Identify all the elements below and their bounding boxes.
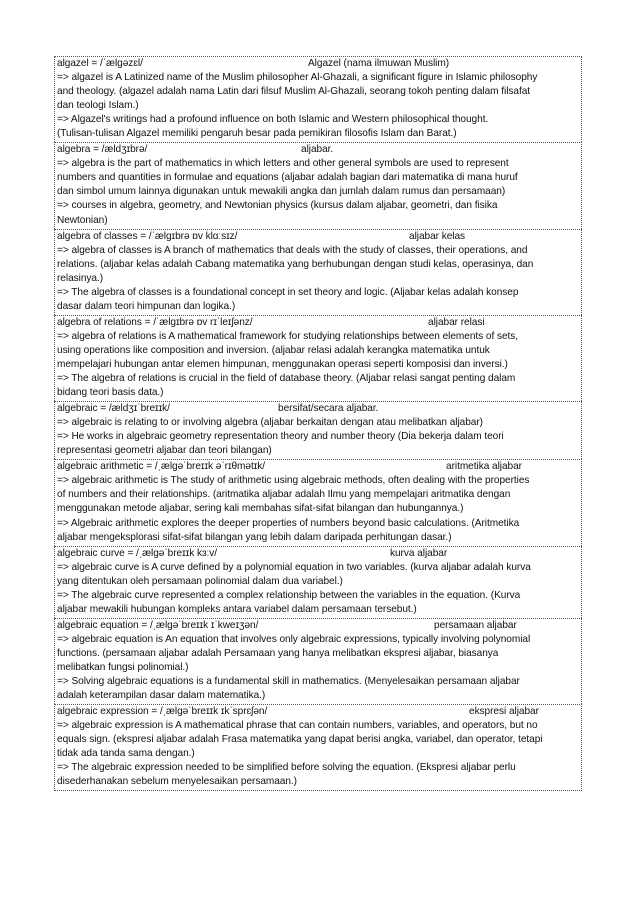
example-line: => The algebraic curve represented a complex relationship between the variables in the equation. (Kurva <box>57 589 521 601</box>
definition-line: melibatkan fungsi polinomial.) <box>57 661 189 673</box>
headword: algebraic curve = /ˌælgəˈbreɪɪk kɜːv/ <box>57 547 218 559</box>
example-line: => The algebra of classes is a foundational concept in set theory and logic. (Aljabar kelas adalah konsep <box>57 286 519 298</box>
definition-line: => algebra is the part of mathematics in which letters and other general symbols are used to represent <box>57 158 509 170</box>
headword: algebraic expression = /ˌælgəˈbreɪɪk ɪkˈsprɛʃən/ <box>57 706 268 718</box>
dictionary-entry <box>54 704 582 791</box>
headword: algebra of relations = /ˈælgɪbrə ɒv rɪˈleɪʃənz/ <box>57 316 253 328</box>
definition-line: menggunakan metode aljabar, sering kali membahas sifat-sifat bilangan dan hubungannya.) <box>57 503 464 515</box>
example-line: => courses in algebra, geometry, and Newtonian physics (kursus dalam aljabar, geometri, dan fisika <box>57 200 498 212</box>
definition-line: => algebraic expression is A mathematical phrase that can contain numbers, variables, and operators, but no <box>57 720 538 732</box>
definition-line: => algebraic equation is An equation that involves only algebraic expressions, typically involving polynomial <box>57 633 531 645</box>
entry-header <box>57 316 580 330</box>
entry-header <box>57 547 580 561</box>
dictionary-entry <box>54 229 582 315</box>
definition-line: and theology. (algazel adalah nama Latin dari filsuf Muslim Al-Ghazali, seorang tokoh penting dalam filsafat <box>57 86 531 98</box>
headword: algazel = /ˈælgəzɛl/ <box>57 58 143 69</box>
definition-line: of numbers and their relationships. (aritmatika aljabar adalah Ilmu yang mempelajari aritmatika dengan <box>57 489 511 501</box>
definition-line: => algebraic curve is A curve defined by a polynomial equation in two variables. (kurva aljabar adalah kurva <box>57 561 531 573</box>
example-line: Newtonian) <box>57 214 108 226</box>
example-line: disederhanakan sebelum menyelesaikan persamaan.) <box>57 776 297 788</box>
definition-line: => algazel is A Latinized name of the Muslim philosopher Al-Ghazali, a significant figure in Islamic philosophy <box>57 72 538 84</box>
example-line: => Algazel's writings had a profound influence on both Islamic and Western philosophical thought. <box>57 114 489 126</box>
entry-header <box>57 705 580 719</box>
definition-line: mempelajari hubungan antar elemen himpunan, menggunakan operasi seperti komposisi dan inversi.) <box>57 358 508 370</box>
definition-line: relasinya.) <box>57 272 104 284</box>
definition-line: dan simbol umum lainnya digunakan untuk mewakili angka dan jumlah dalam rumus dan persamaan) <box>57 186 506 198</box>
definition-line: => algebraic arithmetic is The study of arithmetic using algebraic methods, often dealing with the properties <box>57 475 530 487</box>
dictionary-entry <box>54 315 582 401</box>
dictionary-entry <box>54 459 582 545</box>
headword: algebra = /ældʒɪbrə/ <box>57 144 148 156</box>
example-line: adalah keterampilan dasar dalam matematika.) <box>57 690 266 702</box>
example-line: => The algebraic expression needed to be simplified before solving the equation. (Ekspresi aljabar perlu <box>57 762 516 774</box>
translation: aljabar relasi <box>428 316 485 328</box>
example-line: => Solving algebraic equations is a fundamental skill in mathematics. (Menyelesaikan persamaan aljabar <box>57 676 520 688</box>
definition-line: dan teologi Islam.) <box>57 100 139 112</box>
definition-line: => algebraic is relating to or involving algebra (aljabar berkaitan dengan atau melibatkan aljabar) <box>57 417 483 429</box>
translation: persamaan aljabar <box>434 619 517 631</box>
definition-line: tidak ada tanda sama dengan.) <box>57 748 195 760</box>
example-line: => The algebra of relations is crucial in the field of database theory. (Aljabar relasi sangat penting dalam <box>57 373 516 385</box>
example-line: => He works in algebraic geometry representation theory and number theory (Dia bekerja dalam teori <box>57 431 504 443</box>
dictionary-entry <box>54 618 582 704</box>
translation: Algazel (nama ilmuwan Muslim) <box>308 58 450 69</box>
example-line: aljabar mengeksplorasi sifat-sifat bilangan yang lebih dalam daripada perhitungan dasar.) <box>57 531 452 543</box>
headword: algebraic equation = /ˌælgəˈbreɪɪk ɪˈkweɪʒən/ <box>57 619 259 631</box>
definition-line: yang ditentukan oleh persamaan polinomial dalam dua variabel.) <box>57 575 343 587</box>
translation: aritmetika aljabar <box>446 461 522 473</box>
headword: algebraic = /ældʒɪˈbreɪɪk/ <box>57 403 170 415</box>
dictionary-entry <box>54 546 582 618</box>
example-line: representasi geometri aljabar dan teori bilangan) <box>57 445 272 457</box>
example-line: (Tulisan-tulisan Algazel memiliki pengaruh besar pada pemikiran filosofis Islam dan Barat.) <box>57 128 457 140</box>
dictionary-table <box>54 56 582 791</box>
definition-line: using operations like composition and inversion. (aljabar relasi adalah kerangka matematika untuk <box>57 344 490 356</box>
example-line: aljabar mewakili hubungan kompleks antara variabel dalam persamaan tersebut.) <box>57 603 417 615</box>
headword: algebra of classes = /ˈælgɪbrə ɒv klɑːsɪz/ <box>57 230 238 242</box>
entry-header <box>57 230 580 244</box>
translation: aljabar kelas <box>409 230 466 242</box>
entry-header <box>57 57 580 71</box>
translation: bersifat/secara aljabar. <box>278 403 379 415</box>
definition-line: functions. (persamaan aljabar adalah Persamaan yang hanya melibatkan ekspresi aljabar, biasanya <box>57 647 499 659</box>
example-line: => Algebraic arithmetic explores the deeper properties of numbers beyond basic calculations. (Aritmetika <box>57 517 520 529</box>
example-line: dasar dalam teori himpunan dan logika.) <box>57 300 236 312</box>
translation: aljabar. <box>301 144 334 156</box>
definition-line: equals sign. (ekspresi aljabar adalah Frasa matematika yang dapat berisi angka, variabel, dan operator, tetapi <box>57 734 543 746</box>
entry-header <box>57 143 580 157</box>
definition-line: => algebra of relations is A mathematical framework for studying relationships between elements of sets, <box>57 330 519 342</box>
entry-header <box>57 619 580 633</box>
headword: algebraic arithmetic = /ˌælgəˈbreɪɪk əˈrɪθmətɪk/ <box>57 461 266 473</box>
definition-line: numbers and quantities in formulae and equations (aljabar adalah bagian dari matematika di mana huruf <box>57 172 518 184</box>
definition-line: relations. (aljabar kelas adalah Cabang matematika yang berhubungan dengan studi kelas, operasinya, dan <box>57 258 534 270</box>
entry-header <box>57 402 580 416</box>
dictionary-entry <box>54 56 582 142</box>
example-line: bidang teori basis data.) <box>57 387 164 399</box>
translation: kurva aljabar <box>390 547 448 559</box>
dictionary-entry <box>54 401 582 459</box>
translation: ekspresi aljabar <box>469 706 539 718</box>
definition-line: => algebra of classes is A branch of mathematics that deals with the study of classes, their operations, and <box>57 244 528 256</box>
entry-header <box>57 460 580 474</box>
dictionary-entry <box>54 142 582 228</box>
